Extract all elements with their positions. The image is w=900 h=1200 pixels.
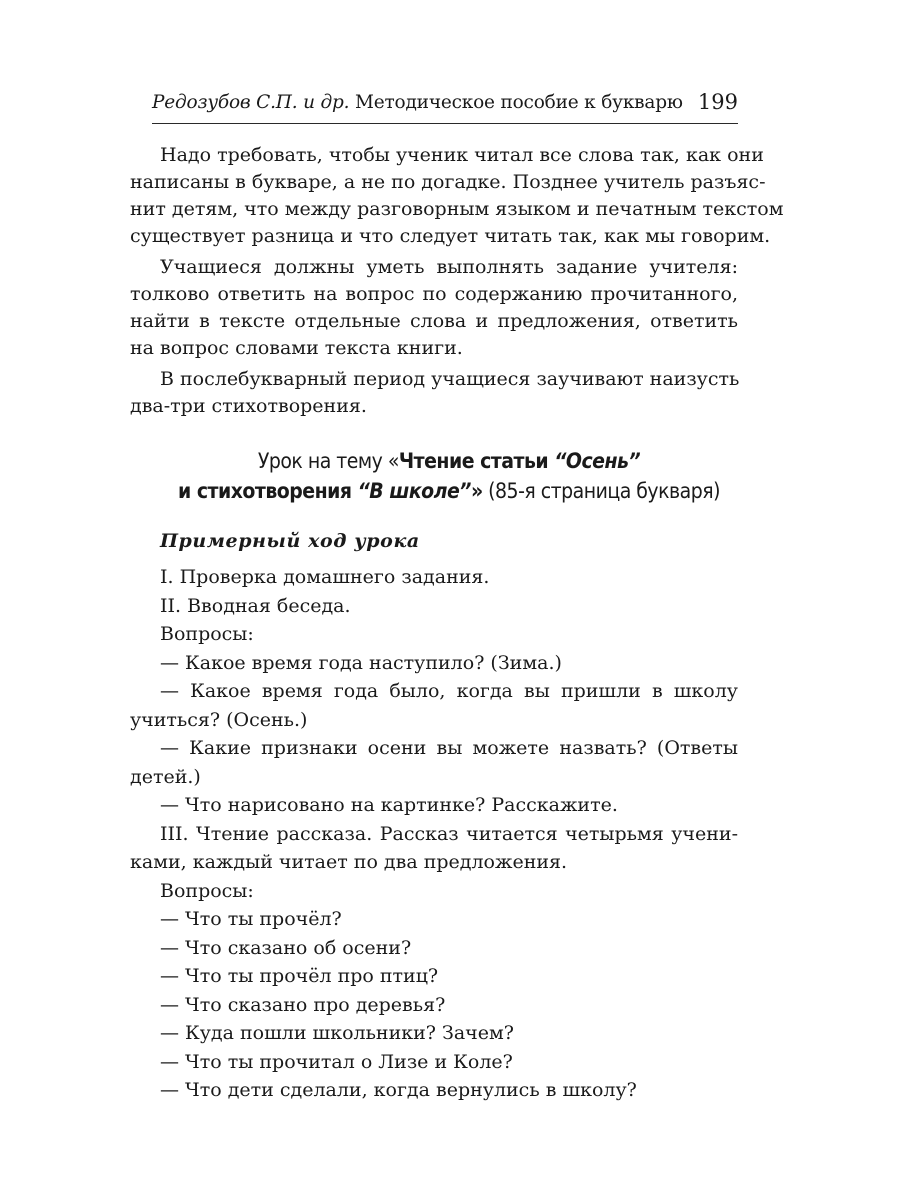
lesson-heading xyxy=(160,446,738,506)
text-line: В послебукварный период учащиеся заучивают наизусть xyxy=(160,368,740,390)
paragraph-1 xyxy=(130,142,784,250)
text-line: найти в тексте отдельные слова и предложения, ответить xyxy=(130,310,738,332)
heading-line-1 xyxy=(160,446,738,476)
text-line: на вопрос словами текста книги. xyxy=(130,337,463,359)
list-item: — Какое время года было, когда вы пришли в школу xyxy=(160,680,738,702)
list-item: Вопросы: xyxy=(160,879,254,902)
heading-line-2 xyxy=(160,476,738,506)
list-item: — Что ты прочёл про птиц? xyxy=(160,965,439,987)
text-line: написаны в букваре, а не по догадке. Позднее учитель разъяс- xyxy=(130,171,766,193)
list-item: — Какое время года наступило? (Зима.) xyxy=(160,651,562,674)
heading-prefix: Урок на тему « xyxy=(257,449,399,473)
list-item: Вопросы: xyxy=(160,623,254,645)
heading-bold-2: и стихотворения xyxy=(178,479,358,503)
paragraph-2 xyxy=(130,254,738,362)
running-head-title xyxy=(152,92,683,113)
text-line: Надо требовать, чтобы ученик читал все слова так, как они xyxy=(160,144,764,166)
list-item: I. Проверка домашнего задания. xyxy=(160,566,490,588)
text-line: нит детям, что между разговорным языком и печатным текстом xyxy=(130,198,784,220)
list-item: — Что дети сделали, когда вернулись в школу? xyxy=(160,1079,637,1101)
heading-bold-1: Чтение статьи xyxy=(398,449,555,473)
lesson-subtitle: Примерный ход урока xyxy=(160,530,420,552)
text-line: существует разница и что следует читать так, как мы говорим. xyxy=(130,225,771,247)
list-item: учиться? (Осень.) xyxy=(130,708,308,731)
book-title: Методическое пособие к букварю xyxy=(355,92,683,113)
author-names: Редозубов С.П. и др. xyxy=(152,92,350,113)
text-line: толково ответить на вопрос по содержанию прочитанного, xyxy=(130,283,738,305)
list-item: — Куда пошли школьники? Зачем? xyxy=(160,1022,514,1044)
list-item: — Что сказано об осени? xyxy=(160,936,412,959)
text-line: два-три стихотворения. xyxy=(130,395,367,417)
page-number: 199 xyxy=(697,90,738,114)
list-item: — Что сказано про деревья? xyxy=(160,993,446,1016)
lesson-plan xyxy=(130,563,738,1105)
list-item: II. Вводная беседа. xyxy=(160,594,351,617)
list-item: — Какие признаки осени вы можете назвать? (Ответы xyxy=(160,737,738,759)
list-item: III. Чтение рассказа. Рассказ читается четырьмя учени- xyxy=(160,822,738,845)
heading-italic-2: “В школе” xyxy=(357,479,471,503)
list-item: — Что ты прочитал о Лизе и Коле? xyxy=(160,1050,513,1073)
list-item: детей.) xyxy=(130,765,201,788)
list-item: — Что ты прочёл? xyxy=(160,908,342,930)
text-line: Учащиеся должны уметь выполнять задание учителя: xyxy=(160,256,738,278)
list-item: ками, каждый читает по два предложения. xyxy=(130,851,568,873)
heading-suffix: (85-я страница букваря) xyxy=(482,479,720,503)
running-head xyxy=(152,86,738,122)
body-text xyxy=(130,142,784,420)
header-rule xyxy=(152,123,738,124)
paragraph-3 xyxy=(130,366,740,420)
heading-italic-1: “Осень” xyxy=(554,449,641,473)
list-item: — Что нарисовано на картинке? Расскажите. xyxy=(160,794,618,816)
heading-close-quote: » xyxy=(470,479,483,503)
